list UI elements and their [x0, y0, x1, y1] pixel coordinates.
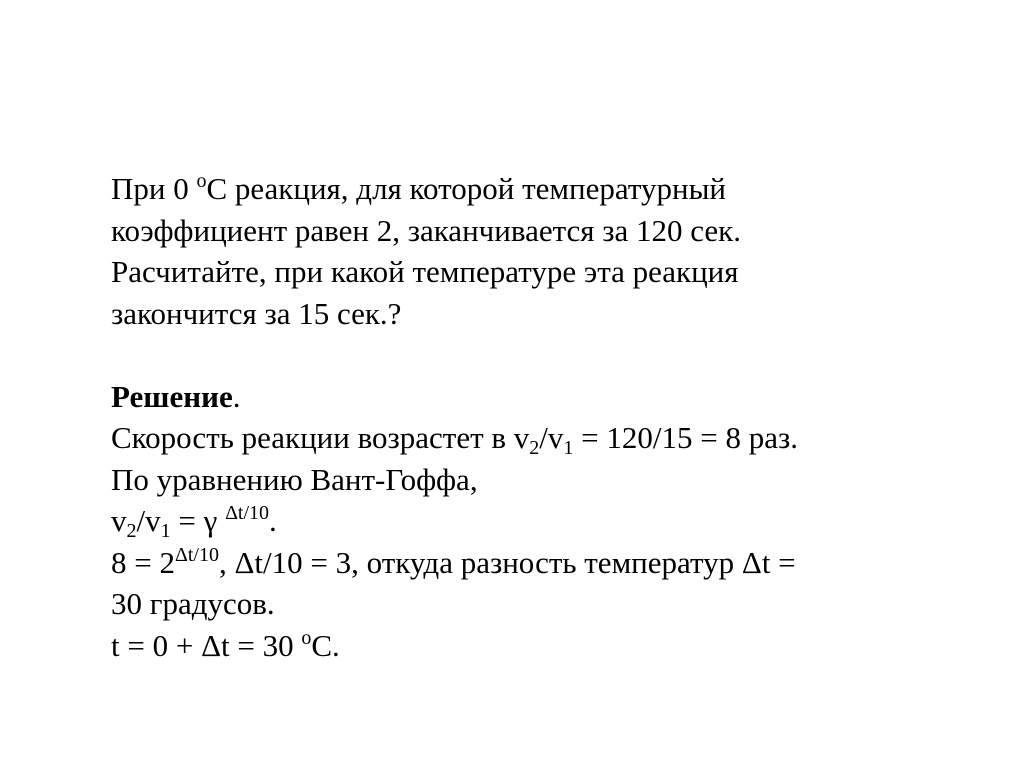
solution-line-3: [111, 500, 991, 542]
solution-line-6-end: С.: [311, 627, 340, 663]
degree-superscript: o: [301, 626, 312, 649]
problem-line-1: [111, 168, 991, 210]
solution-line-1-mid: /v: [539, 420, 564, 455]
problem-line-1-end: С реакция, для которой температурный: [206, 171, 726, 206]
solution-line-1: [111, 417, 991, 459]
problem-line-1-start: При 0: [111, 171, 197, 206]
problem-line-2: коэффициент равен 2, заканчивается за 120 сек.: [111, 212, 741, 248]
solution-line-6-start: t = 0 + Δt = 30: [111, 627, 302, 663]
solution-line-1-start: Скорость реакции возрастет в v: [111, 420, 530, 455]
subscript-2: 2: [126, 520, 137, 542]
solution-line-5: 30 градусов.: [111, 586, 275, 621]
solution-line-3-gamma: = γ: [170, 503, 226, 538]
solution-heading: Решение: [111, 378, 233, 414]
subscript-1: 1: [563, 437, 574, 459]
solution-line-6: [111, 625, 991, 667]
solution-line-1-end: = 120/15 = 8 раз.: [573, 420, 799, 455]
blank-line: [111, 334, 991, 376]
problem-line-3: Расчитайте, при какой температуре эта реакция: [111, 254, 739, 289]
solution-line-3-end: .: [269, 503, 277, 538]
problem-line-4: закончится за 15 сек.?: [111, 295, 402, 331]
exponent-superscript: Δt/10: [225, 502, 270, 524]
solution-line-4-start: 8 = 2: [111, 544, 175, 580]
solution-line-4-end: , Δt/10 = 3, откуда разность температур Δt =: [218, 544, 796, 580]
slide-text: [111, 168, 991, 666]
degree-superscript: o: [196, 170, 207, 192]
subscript-2: 2: [529, 437, 540, 459]
solution-line-4: [111, 542, 991, 584]
solution-line-3-mid: /v: [136, 503, 161, 538]
solution-heading-line: [111, 376, 991, 418]
solution-line-3-start: v: [111, 503, 127, 538]
subscript-1: 1: [160, 520, 171, 542]
exponent-superscript: Δt/10: [174, 543, 219, 566]
solution-line-2: По уравнению Вант-Гоффа,: [111, 461, 478, 497]
solution-heading-dot: .: [232, 378, 241, 414]
